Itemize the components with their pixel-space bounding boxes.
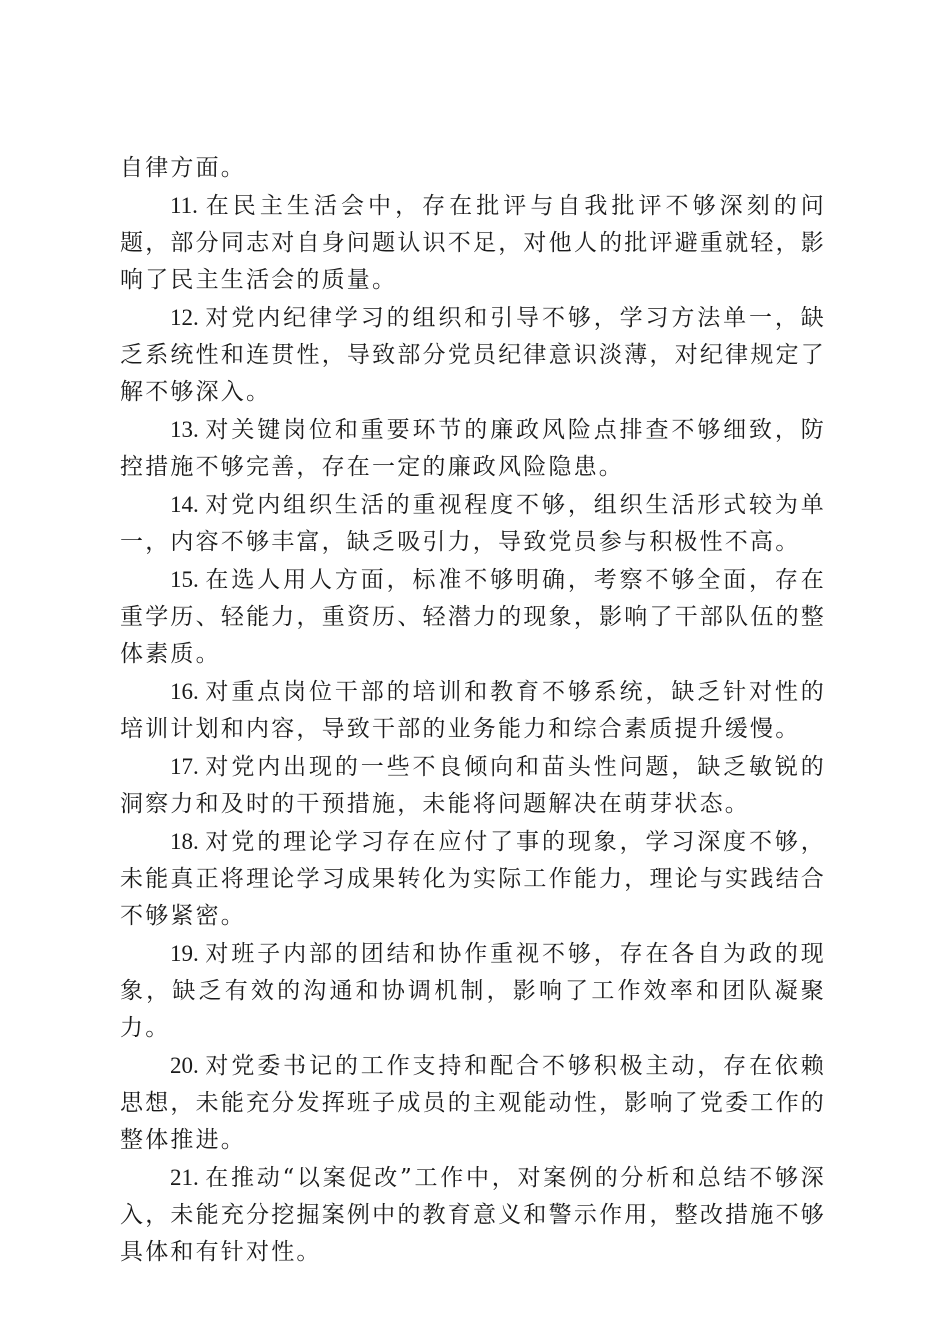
item-number: 15. xyxy=(170,567,199,592)
item-number: 21. xyxy=(170,1165,199,1190)
item-text: 在推动“以案促改”工作中，对案例的分析和总结不够深入，未能充分挖掘案例中的教育意义和警示作用，整改措施不够具体和有针对性。 xyxy=(120,1165,826,1265)
continuation-paragraph: 自律方面。 xyxy=(120,155,246,181)
item-number: 13. xyxy=(170,417,199,442)
item-text: 对党内出现的一些不良倾向和苗头性问题，缺乏敏锐的洞察力和及时的干预措施，未能将问题解决在萌芽状态。 xyxy=(120,754,826,817)
list-item-19 xyxy=(120,935,826,1047)
item-number: 19. xyxy=(170,941,199,966)
item-number: 20. xyxy=(170,1053,199,1078)
list-item-17 xyxy=(120,748,826,823)
list-item-15 xyxy=(120,561,826,673)
item-text: 对党委书记的工作支持和配合不够积极主动，存在依赖思想，未能充分发挥班子成员的主观能动性，影响了党委工作的整体推进。 xyxy=(120,1053,826,1153)
item-text: 对关键岗位和重要环节的廉政风险点排查不够细致，防控措施不够完善，存在一定的廉政风险隐患。 xyxy=(120,417,826,480)
item-number: 11. xyxy=(170,193,198,218)
item-number: 16. xyxy=(170,679,199,704)
document-body xyxy=(120,150,826,1271)
item-text: 对党内纪律学习的组织和引导不够，学习方法单一，缺乏系统性和连贯性，导致部分党员纪律意识淡薄，对纪律规定了解不够深入。 xyxy=(120,305,826,405)
list-item-13 xyxy=(120,411,826,486)
item-number: 14. xyxy=(170,492,199,517)
item-number: 12. xyxy=(170,305,199,330)
list-item-16 xyxy=(120,673,826,748)
list-item-18 xyxy=(120,823,826,935)
list-item-20 xyxy=(120,1047,826,1159)
list-item-21 xyxy=(120,1159,826,1271)
item-text: 对党内组织生活的重视程度不够，组织生活形式较为单一，内容不够丰富，缺乏吸引力，导致党员参与积极性不高。 xyxy=(120,492,826,555)
item-text: 在民主生活会中，存在批评与自我批评不够深刻的问题，部分同志对自身问题认识不足，对他人的批评避重就轻，影响了民主生活会的质量。 xyxy=(120,193,826,293)
list-item-14 xyxy=(120,486,826,561)
item-text: 对党的理论学习存在应付了事的现象，学习深度不够，未能真正将理论学习成果转化为实际工作能力，理论与实践结合不够紧密。 xyxy=(120,829,826,929)
item-text: 在选人用人方面，标准不够明确，考察不够全面，存在重学历、轻能力，重资历、轻潜力的现象，影响了干部队伍的整体素质。 xyxy=(120,567,826,667)
list-item-12 xyxy=(120,299,826,411)
item-text: 对班子内部的团结和协作重视不够，存在各自为政的现象，缺乏有效的沟通和协调机制，影响了工作效率和团队凝聚力。 xyxy=(120,941,826,1041)
item-number: 18. xyxy=(170,829,199,854)
list-item-11 xyxy=(120,187,826,299)
item-text: 对重点岗位干部的培训和教育不够系统，缺乏针对性的培训计划和内容，导致干部的业务能力和综合素质提升缓慢。 xyxy=(120,679,826,742)
item-number: 17. xyxy=(170,754,199,779)
